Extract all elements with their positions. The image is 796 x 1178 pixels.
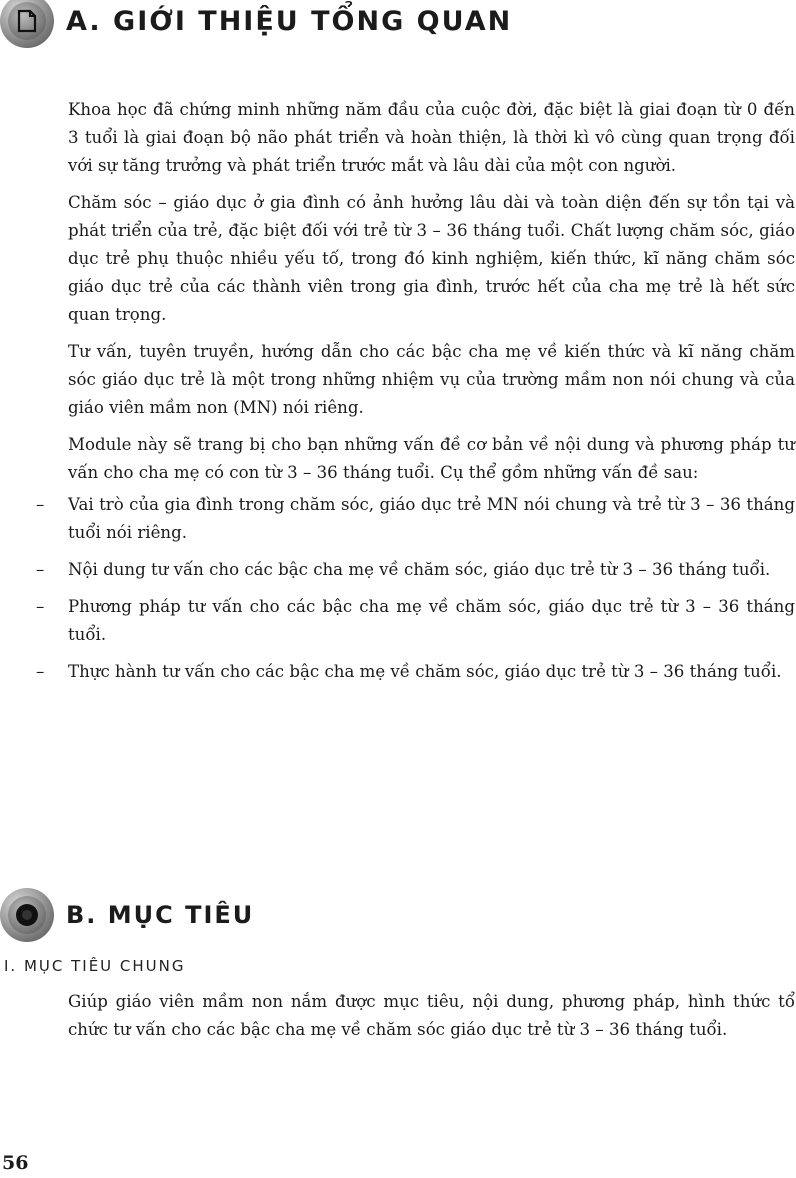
list-item-text: Phương pháp tư vấn cho các bậc cha mẹ về chăm sóc, giáo dục trẻ từ 3 – 36 tháng tuổi. bbox=[68, 597, 795, 644]
target-badge bbox=[0, 888, 54, 942]
section-b-heading bbox=[0, 888, 254, 942]
list-item bbox=[36, 658, 795, 686]
section-a-body bbox=[36, 96, 795, 695]
list-item-text: Nội dung tư vấn cho các bậc cha mẹ về chăm sóc, giáo dục trẻ từ 3 – 36 tháng tuổi. bbox=[68, 560, 771, 579]
bullet-dash: – bbox=[36, 495, 45, 514]
intro-paragraph: Khoa học đã chứng minh những năm đầu của cuộc đời, đặc biệt là giai đoạn từ 0 đến 3 tuổi là giai đoạn bộ não phát triển và hoàn thiện, là thời kì vô cùng quan trọng đối với sự tăng trưởng và phát triển trước mắt và lâu dài của một con người. bbox=[68, 100, 795, 175]
intro-paragraph: Module này sẽ trang bị cho bạn những vấn đề cơ bản về nội dung và phương pháp tư vấn cho cha mẹ có con từ 3 – 36 tháng tuổi. Cụ thể gồm những vấn đề sau: bbox=[68, 435, 795, 482]
section-b-title: B. MỤC TIÊU bbox=[66, 901, 255, 929]
list-item bbox=[36, 491, 795, 547]
topics-list bbox=[36, 491, 795, 686]
objective-paragraph: Giúp giáo viên mầm non nắm được mục tiêu, nội dung, phương pháp, hình thức tổ chức tư vấn cho các bậc cha mẹ về chăm sóc giáo dục trẻ từ 3 – 36 tháng tuổi. bbox=[68, 992, 795, 1039]
bullet-dash: – bbox=[36, 597, 45, 616]
bullet-dash: – bbox=[36, 662, 45, 681]
section-a-heading bbox=[0, 0, 512, 48]
subheading-general-objective: I. MỤC TIÊU CHUNG bbox=[4, 957, 186, 975]
list-item bbox=[36, 593, 795, 649]
section-b-body bbox=[68, 988, 795, 1053]
page-number: 56 bbox=[2, 1152, 29, 1174]
list-item-text: Thực hành tư vấn cho các bậc cha mẹ về chăm sóc, giáo dục trẻ từ 3 – 36 tháng tuổi. bbox=[68, 662, 782, 681]
list-item-text: Vai trò của gia đình trong chăm sóc, giáo dục trẻ MN nói chung và trẻ từ 3 – 36 tháng tuổi nói riêng. bbox=[68, 495, 795, 542]
list-item bbox=[36, 556, 795, 584]
section-a-title: A. GIỚI THIỆU TỔNG QUAN bbox=[66, 5, 513, 37]
document-icon bbox=[16, 9, 38, 33]
intro-paragraph: Chăm sóc – giáo dục ở gia đình có ảnh hưởng lâu dài và toàn diện đến sự tồn tại và phát triển của trẻ, đặc biệt đối với trẻ từ 3 – 36 tháng tuổi. Chất lượng chăm sóc, giáo dục trẻ phụ thuộc nhiều yếu tố, trong đó kinh nghiệm, kiến thức, kĩ năng chăm sóc giáo dục trẻ của các thành viên trong gia đình, trước hết của cha mẹ trẻ là hết sức quan trọng. bbox=[68, 193, 795, 324]
bullet-dash: – bbox=[36, 560, 45, 579]
intro-paragraph: Tư vấn, tuyên truyền, hướng dẫn cho các bậc cha mẹ về kiến thức và kĩ năng chăm sóc giáo dục trẻ là một trong những nhiệm vụ của trường mầm non nói chung và của giáo viên mầm non (MN) nói riêng. bbox=[68, 342, 795, 417]
document-badge bbox=[0, 0, 54, 48]
target-icon bbox=[14, 902, 40, 928]
